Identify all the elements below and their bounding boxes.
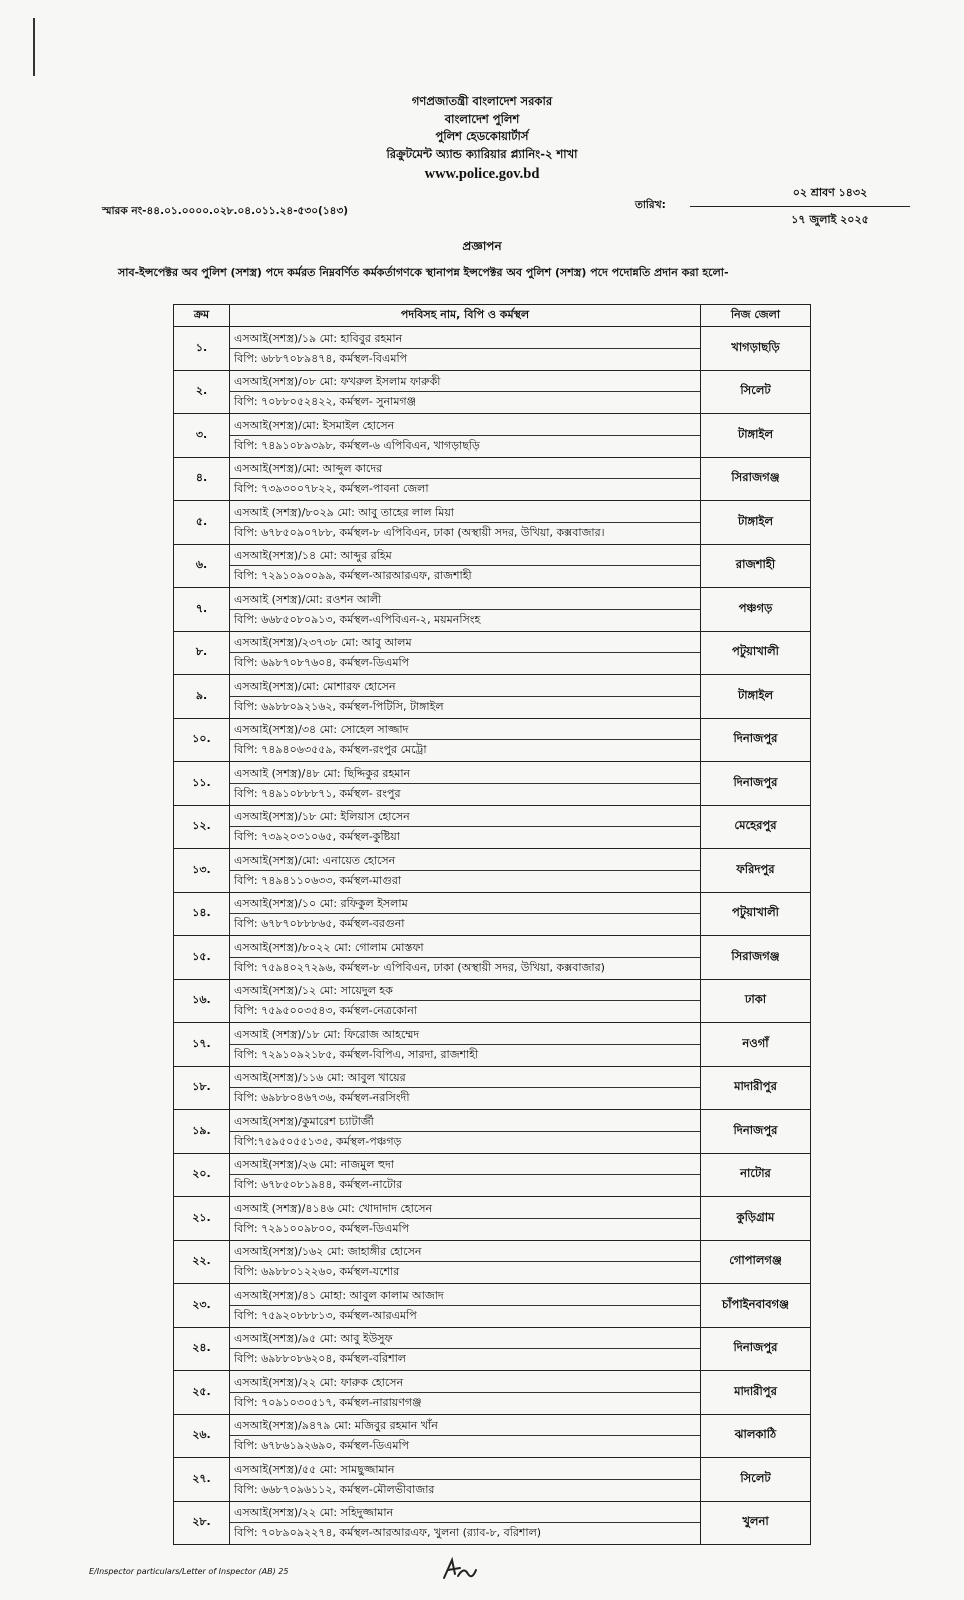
table-row xyxy=(174,1153,811,1197)
home-district-cell: সিরাজগঞ্জ xyxy=(701,936,811,980)
officer-cell xyxy=(230,370,701,414)
officer-cell xyxy=(230,849,701,893)
home-district-cell: মাদারীপুর xyxy=(701,1371,811,1415)
table-row xyxy=(174,1458,811,1502)
officer-name: এসআই(সশস্ত্র)/১৬২ মো: জাহাঙ্গীর হোসেন xyxy=(230,1241,700,1262)
home-district-cell: ঝালকাঠি xyxy=(701,1414,811,1458)
officer-cell xyxy=(230,327,701,371)
officer-bp-posting: বিপি: ৭২৯১০০৯৮০০, কর্মস্থল-ডিএমপি xyxy=(234,1221,410,1235)
officer-name: এসআই(সশস্ত্র)/৮০২২ মো: গোলাম মোস্তফা xyxy=(230,937,700,958)
officer-bp-posting: বিপি: ৭২৯১০৯০০৯৯, কর্মস্থল-আরআরএফ, রাজশাহী xyxy=(234,569,472,583)
officer-name: এসআই(সশস্ত্র)/মো: ইসমাইল হোসেন xyxy=(230,415,700,436)
officer-cell xyxy=(230,631,701,675)
officer-cell xyxy=(230,718,701,762)
home-district-cell: টাঙ্গাইল xyxy=(701,414,811,458)
officer-name: এসআই(সশস্ত্র)/১২ মো: সায়েদুল হক xyxy=(230,980,700,1001)
officer-name: এসআই(সশস্ত্র)/৫৫ মো: সামছুজ্জামান xyxy=(230,1459,700,1480)
officer-cell xyxy=(230,1371,701,1415)
officer-cell xyxy=(230,675,701,719)
branch-name: রিক্রুটমেন্ট অ্যান্ড ক্যারিয়ার প্ল্যানিং-২ শাখা xyxy=(386,146,578,161)
officer-bp-posting: বিপি: ৭৩৯২০৩১০৬৫, কর্মস্থল-কুষ্টিয়া xyxy=(234,830,400,844)
officer-name: এসআই (সশস্ত্র)/১৮ মো: ফিরোজ আহম্মেদ xyxy=(230,1024,700,1045)
officer-cell xyxy=(230,588,701,632)
serial-cell: ১৯. xyxy=(174,1110,230,1154)
table-row xyxy=(174,1066,811,1110)
table-row xyxy=(174,849,811,893)
officer-name: এসআই(সশস্ত্র)/১৮ মো: ইলিয়াস হোসেন xyxy=(230,806,700,827)
officer-cell xyxy=(230,805,701,849)
officer-bp-posting: বিপি: ৬৯৮৮০৯২১৬২, কর্মস্থল-পিটিসি, টাঙ্গাইল xyxy=(234,699,444,713)
officer-cell xyxy=(230,1023,701,1067)
home-district-cell: দিনাজপুর xyxy=(701,762,811,806)
home-district-cell: মাদারীপুর xyxy=(701,1066,811,1110)
officer-bp-posting: বিপি: ৬৬৮৭০৯৬১১২, কর্মস্থল-মৌলভীবাজার xyxy=(234,1482,435,1496)
table-row xyxy=(174,414,811,458)
home-district-cell: টাঙ্গাইল xyxy=(701,675,811,719)
serial-cell: ১. xyxy=(174,327,230,371)
home-district-cell: রাজশাহী xyxy=(701,544,811,588)
officer-name: এসআই(সশস্ত্র)/৪১ মোহা: আবুল কালাম আজাদ xyxy=(230,1285,700,1306)
officer-cell xyxy=(230,457,701,501)
officer-cell xyxy=(230,1327,701,1371)
serial-cell: ২৮. xyxy=(174,1501,230,1545)
home-district-cell: দিনাজপুর xyxy=(701,718,811,762)
home-district-cell: দিনাজপুর xyxy=(701,1110,811,1154)
table-row xyxy=(174,1414,811,1458)
table-body xyxy=(174,327,811,1545)
header-district: নিজ জেলা xyxy=(701,305,811,327)
table-row xyxy=(174,675,811,719)
date-bangla: ০২ শ্রাবণ ১৪৩২ xyxy=(690,184,910,207)
serial-cell: ৭. xyxy=(174,588,230,632)
serial-cell: ১৬. xyxy=(174,979,230,1023)
officer-cell xyxy=(230,1066,701,1110)
officer-name: এসআই(সশস্ত্র)/৯৪৭৯ মো: মজিবুর রহমান খাঁন xyxy=(230,1415,700,1436)
margin-pen-mark xyxy=(33,18,35,76)
table-row xyxy=(174,1110,811,1154)
table-row xyxy=(174,979,811,1023)
table-row xyxy=(174,1197,811,1241)
serial-cell: ২১. xyxy=(174,1197,230,1241)
officer-name: এসআই (সশস্ত্র)/৪৮ মো: ছিদ্দিকুর রহমান xyxy=(230,763,700,784)
header-serial: ক্রম xyxy=(174,305,230,327)
serial-cell: ১১. xyxy=(174,762,230,806)
serial-cell: ২৬. xyxy=(174,1414,230,1458)
officer-name: এসআই(সশস্ত্র)/৩৪ মো: সোহেল সাজ্জাদ xyxy=(230,719,700,740)
serial-cell: ১০. xyxy=(174,718,230,762)
officer-cell xyxy=(230,1414,701,1458)
officer-bp-posting: বিপি: ৬৯৮৭০৮৭৬০৪, কর্মস্থল-ডিএমপি xyxy=(234,656,410,670)
table-row xyxy=(174,718,811,762)
serial-cell: ২২. xyxy=(174,1240,230,1284)
officer-name: এসআই(সশস্ত্র)/০৮ মো: ফখরুল ইসলাম ফারুকী xyxy=(230,371,700,392)
officer-name: এসআই (সশস্ত্র)/৪১৪৬ মো: খোদাদাদ হোসেন xyxy=(230,1198,700,1219)
officer-cell xyxy=(230,1501,701,1545)
serial-cell: ১৭. xyxy=(174,1023,230,1067)
serial-cell: ১৩. xyxy=(174,849,230,893)
officer-name: এসআই(সশস্ত্র)/কুমারেশ চ্যাটার্জী xyxy=(230,1111,700,1132)
table-row xyxy=(174,1327,811,1371)
officer-bp-posting: বিপি: ৬৭৮৬১৯২৬৯০, কর্মস্থল-ডিএমপি xyxy=(234,1439,410,1453)
table-row xyxy=(174,1023,811,1067)
officer-bp-posting: বিপি: ৬৭৮৫০৮১৯৪৪, কর্মস্থল-নাটোর xyxy=(234,1178,403,1192)
home-district-cell: সিলেট xyxy=(701,1458,811,1502)
officer-bp-posting: বিপি: ৬৯৮৮০১২২৬০, কর্মস্থল-যশোর xyxy=(234,1265,400,1279)
officer-cell xyxy=(230,1197,701,1241)
officer-name: এসআই(সশস্ত্র)/মো: মোশারফ হোসেন xyxy=(230,676,700,697)
table-row xyxy=(174,501,811,545)
table-row xyxy=(174,544,811,588)
home-district-cell: নওগাঁ xyxy=(701,1023,811,1067)
table-row xyxy=(174,1501,811,1545)
letterhead xyxy=(0,93,964,185)
home-district-cell: পঞ্চগড় xyxy=(701,588,811,632)
serial-cell: ১৮. xyxy=(174,1066,230,1110)
serial-cell: ৪. xyxy=(174,457,230,501)
serial-cell: ২. xyxy=(174,370,230,414)
officer-bp-posting: বিপি: ৭০৯১০৩০৫১৭, কর্মস্থল-নারায়ণগঞ্জ xyxy=(234,1395,422,1409)
officer-cell xyxy=(230,936,701,980)
officer-cell xyxy=(230,1240,701,1284)
table-row xyxy=(174,892,811,936)
officer-bp-posting: বিপি: ৭৫৯৫০০৩৫৪৩, কর্মস্থল-নেত্রকোনা xyxy=(234,1004,417,1018)
officer-bp-posting: বিপি: ৭৪৯১০৮৯৩৯৮, কর্মস্থল-৬ এপিবিএন, খাগড়াছড়ি xyxy=(234,438,480,452)
serial-cell: ১৪. xyxy=(174,892,230,936)
home-district-cell: নাটোর xyxy=(701,1153,811,1197)
officer-bp-posting: বিপি: ৭৫৯২০৮৮৮১৩, কর্মস্থল-আরএমপি xyxy=(234,1308,417,1322)
header-details: পদবিসহ নাম, বিপি ও কর্মস্থল xyxy=(230,305,701,327)
table-row xyxy=(174,762,811,806)
home-district-cell: খাগড়াছড়ি xyxy=(701,327,811,371)
officer-cell xyxy=(230,1153,701,1197)
office-name: পুলিশ হেডকোয়ার্টার্স xyxy=(435,129,529,143)
serial-cell: ১৫. xyxy=(174,936,230,980)
officer-bp-posting: বিপি: ৭২৯১০৯২১৮৫, কর্মস্থল-বিপিএ, সারদা, রাজশাহী xyxy=(234,1047,479,1061)
officer-cell xyxy=(230,1458,701,1502)
officer-bp-posting: বিপি: ৭৪৯১০৮৮৮৭১, কর্মস্থল- রংপুর xyxy=(234,786,401,800)
officer-bp-posting: বিপি: ৭৫৯৪০২৭২৯৬, কর্মস্থল-৮ এপিবিএন, ঢাকা (অস্থায়ী সদর, উখিয়া, কক্সবাজার) xyxy=(234,960,605,974)
table-row xyxy=(174,327,811,371)
officer-bp-posting: বিপি: ৭০৮৮০৫২৪২২, কর্মস্থল- সুনামগঞ্জ xyxy=(234,395,417,409)
serial-cell: ২০. xyxy=(174,1153,230,1197)
home-district-cell: সিলেট xyxy=(701,370,811,414)
officer-bp-posting: বিপি: ৬৮৮৭০৮৯৪৭৪, কর্মস্থল-বিএমপি xyxy=(234,351,408,365)
home-district-cell: কুড়িগ্রাম xyxy=(701,1197,811,1241)
table-row xyxy=(174,936,811,980)
promotion-table xyxy=(173,304,811,1545)
officer-bp-posting: বিপি:৭৫৯৫০৫৫১৩৫, কর্মস্থল-পঞ্চগড় xyxy=(234,1134,402,1148)
serial-cell: ১২. xyxy=(174,805,230,849)
officer-bp-posting: বিপি: ৬৯৮৮০৮৬২০৪, কর্মস্থল-বরিশাল xyxy=(234,1352,406,1366)
officer-bp-posting: বিপি: ৬৯৮৮০৪৬৭৩৬, কর্মস্থল-নরসিংদী xyxy=(234,1091,410,1105)
intro-text: সাব-ইন্সপেক্টর অব পুলিশ (সশস্ত্র) পদে কর্মরত নিম্নবর্ণিত কর্মকর্তাগণকে স্থানাপন্ন ইন্সপেক্টর অব পুলিশ (সশস্ত্র) পদে পদোন্নতি প্রদান করা হলো- xyxy=(118,266,729,279)
officer-bp-posting: বিপি: ৭৪৯৪০৬৩৫৫৯, কর্মস্থল-রংপুর মেট্রো xyxy=(234,743,427,757)
table-row xyxy=(174,631,811,675)
home-district-cell: টাঙ্গাইল xyxy=(701,501,811,545)
officer-bp-posting: বিপি: ৬৭৮৫০৯০৭৮৮, কর্মস্থল-৮ এপিবিএন, ঢাকা (অস্থায়ী সদর, উখিয়া, কক্সবাজার। xyxy=(234,525,605,539)
footer-reference: E/Inspector particulars/Letter of Inspector (AB) 25 xyxy=(89,1567,289,1576)
home-district-cell: খুলনা xyxy=(701,1501,811,1545)
officer-name: এসআই(সশস্ত্র)/১৪ মো: আব্দুর রহিম xyxy=(230,545,700,566)
officer-bp-posting: বিপি: ৬৬৮৫০৮০৯১৩, কর্মস্থল-এপিবিএন-২, ময়মনসিংহ xyxy=(234,612,481,626)
officer-cell xyxy=(230,414,701,458)
date-block xyxy=(690,184,910,230)
date-english: ১৭ জুলাই ২০২৫ xyxy=(791,213,869,226)
home-district-cell: দিনাজপুর xyxy=(701,1327,811,1371)
table-row xyxy=(174,1240,811,1284)
serial-cell: ৩. xyxy=(174,414,230,458)
serial-cell: ৫. xyxy=(174,501,230,545)
officer-cell xyxy=(230,1284,701,1328)
officer-name: এসআই(সশস্ত্র)/৯৫ মো: আবু ইউসুফ xyxy=(230,1328,700,1349)
officer-bp-posting: বিপি: ৭৪৯৪১১০৬৩৩, কর্মস্থল-মাগুরা xyxy=(234,873,402,887)
officer-bp-posting: বিপি: ৭০৮৯০৯২২৭৪, কর্মস্থল-আরআরএফ, খুলনা (র‍্যাব-৮, বরিশাল) xyxy=(234,1526,542,1540)
officer-name: এসআই(সশস্ত্র)/মো: আব্দুল কাদের xyxy=(230,458,700,479)
serial-cell: ২৭. xyxy=(174,1458,230,1502)
officer-name: এসআই(সশস্ত্র)/১১৬ মো: আবুল খায়ের xyxy=(230,1067,700,1088)
officer-name: এসআই (সশস্ত্র)/মো: রওশন আলী xyxy=(230,589,700,610)
officer-name: এসআই(সশস্ত্র)/২৬ মো: নাজমুল হুদা xyxy=(230,1154,700,1175)
home-district-cell: মেহেরপুর xyxy=(701,805,811,849)
officer-bp-posting: বিপি: ৬৭৮৭০৮৮৮৬৫, কর্মস্থল-বরগুনা xyxy=(234,917,405,931)
date-label: তারিখ: xyxy=(635,199,666,211)
officer-name: এসআই (সশস্ত্র)/৮০২৯ মো: আবু তাহের লাল মিয়া xyxy=(230,502,700,523)
home-district-cell: সিরাজগঞ্জ xyxy=(701,457,811,501)
home-district-cell: চাঁপাইনবাবগঞ্জ xyxy=(701,1284,811,1328)
officer-name: এসআই(সশস্ত্র)/১০ মো: রফিকুল ইসলাম xyxy=(230,893,700,914)
serial-cell: ২৪. xyxy=(174,1327,230,1371)
officer-cell xyxy=(230,1110,701,1154)
table-row xyxy=(174,457,811,501)
officer-cell xyxy=(230,762,701,806)
table-row xyxy=(174,1371,811,1415)
serial-cell: ৮. xyxy=(174,631,230,675)
officer-bp-posting: বিপি: ৭৩৯৩০০৭৮২২, কর্মস্থল-পাবনা জেলা xyxy=(234,482,429,496)
officer-name: এসআই(সশস্ত্র)/২২ মো: ফারুক হোসেন xyxy=(230,1372,700,1393)
notice-title: প্রজ্ঞাপন xyxy=(462,239,502,253)
serial-cell: ৬. xyxy=(174,544,230,588)
officer-cell xyxy=(230,501,701,545)
officer-name: এসআই(সশস্ত্র)/২২ মো: সহিদুজ্জামান xyxy=(230,1502,700,1523)
home-district-cell: পটুয়াখালী xyxy=(701,631,811,675)
table-row xyxy=(174,1284,811,1328)
officer-cell xyxy=(230,979,701,1023)
home-district-cell: ঢাকা xyxy=(701,979,811,1023)
officer-cell xyxy=(230,892,701,936)
officer-name: এসআই(সশস্ত্র)/২৩৭৩৮ মো: আবু আলম xyxy=(230,632,700,653)
website: www.police.gov.bd xyxy=(424,166,540,182)
table-header-row xyxy=(174,305,811,327)
serial-cell: ২৫. xyxy=(174,1371,230,1415)
home-district-cell: ফরিদপুর xyxy=(701,849,811,893)
officer-cell xyxy=(230,544,701,588)
table-row xyxy=(174,805,811,849)
org-name: বাংলাদেশ পুলিশ xyxy=(444,111,520,126)
memo-number: স্মারক নং-৪৪.০১.০০০০.০২৮.০৪.০১১.২৪-৫৩০(১৪৩) xyxy=(102,205,349,217)
serial-cell: ৯. xyxy=(174,675,230,719)
home-district-cell: গোপালগঞ্জ xyxy=(701,1240,811,1284)
table-row xyxy=(174,588,811,632)
table-row xyxy=(174,370,811,414)
officer-name: এসআই(সশস্ত্র)/১৯ মো: হাবিবুর রহমান xyxy=(230,328,700,349)
home-district-cell: পটুয়াখালী xyxy=(701,892,811,936)
govt-name: গণপ্রজাতন্ত্রী বাংলাদেশ সরকার xyxy=(411,94,553,108)
signature-icon xyxy=(438,1556,478,1588)
serial-cell: ২৩. xyxy=(174,1284,230,1328)
officer-name: এসআই(সশস্ত্র)/মো: এনায়েত হোসেন xyxy=(230,850,700,871)
